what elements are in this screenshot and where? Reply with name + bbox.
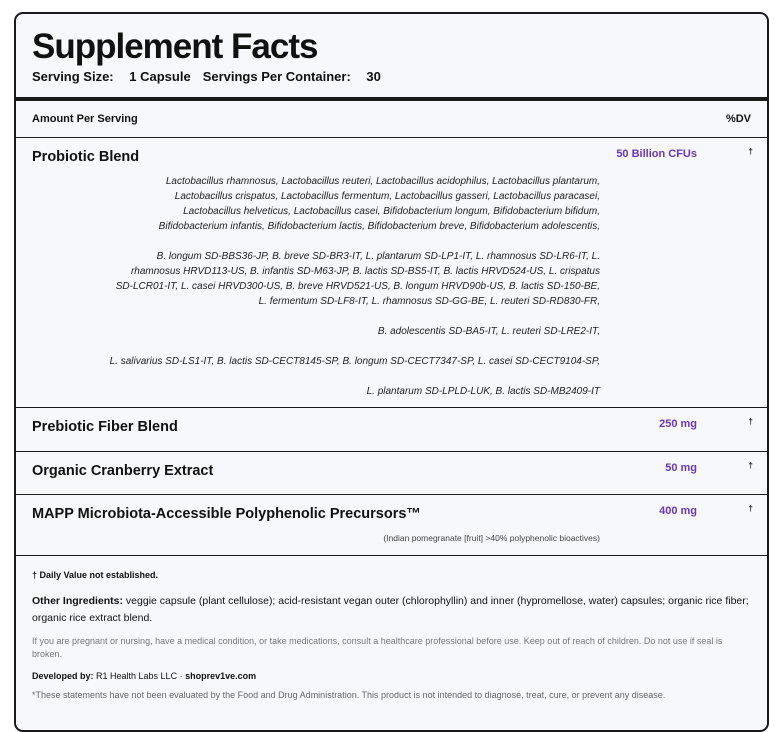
developer-line bbox=[32, 671, 751, 681]
serving-size-value: 1 Capsule bbox=[129, 69, 191, 84]
strain-codes: B. adolescentis SD-BA5-IT, L. reuteri SD-LRE2-IT, bbox=[377, 326, 600, 337]
dv-dagger: † bbox=[748, 461, 753, 470]
dv-dagger: † bbox=[748, 147, 753, 156]
developer-company: R1 Health Labs LLC bbox=[93, 671, 178, 681]
ingredient-amount: 50 mg bbox=[665, 462, 697, 474]
other-ingredients-label: Other Ingredients: bbox=[32, 595, 124, 607]
serving-size bbox=[32, 69, 191, 84]
strain-codes: B. longum SD-BBS36-JP, B. breve SD-BR3-IT, L. plantarum SD-LP1-IT, L. rhamnosus SD-LR6-IT, L. rhamnosus HRVD113-US, B. infantis SD-M63-JP, B. lactis SD-BS5-IT, B. lactis HRVD524-US, L. crispatus SD-LCR01-IT, L. casei HRVD300-US, B. breve HRVD521-US, B. longum HRVD90b-US, B. lactis SD-150-BE, L. fermentum SD-LF8-IT, L. rhamnosus SD-GG-BE, L. reuteri SD-RD830-FR, bbox=[115, 251, 600, 307]
ingredient-amount: 50 Billion CFUs bbox=[616, 148, 697, 160]
serving-info bbox=[32, 69, 751, 84]
strain-species: Lactobacillus rhamnosus, Lactobacillus reuteri, Lactobacillus acidophilus, Lactobacillus plantarum, Lactobacillus crispatus, Lactobacillus fermentum, Lactobacillus gasseri, Lactobacillus paracasei, Lactobacillus helveticus, Lactobacillus casei, Bifidobacterium longum, Bifidobacterium bifidum, Bifidobacterium infantis, Bifidobacterium lactis, Bifidobacterium breve, Bifidobacterium adolescentis, bbox=[158, 176, 600, 232]
servings-per-container bbox=[203, 69, 381, 84]
supplement-facts-panel bbox=[14, 12, 769, 732]
row-mapp-polyphenols bbox=[16, 495, 767, 556]
amount-per-serving-header: Amount Per Serving bbox=[32, 113, 138, 125]
developer-label: Developed by: bbox=[32, 671, 94, 681]
other-ingredients bbox=[32, 593, 751, 627]
ingredient-name: Probiotic Blend bbox=[32, 149, 140, 165]
panel-footer bbox=[16, 556, 767, 700]
dv-dagger: † bbox=[748, 417, 753, 426]
servings-container-label: Servings Per Container: bbox=[202, 69, 351, 84]
strain-list bbox=[110, 174, 600, 399]
panel-title: Supplement Facts bbox=[32, 27, 318, 66]
strain-codes: L. salivarius SD-LS1-IT, B. lactis SD-CECT8145-SP, B. longum SD-CECT7347-SP, L. casei SD-CECT9104-SP, bbox=[109, 356, 600, 367]
dv-footnote: † Daily Value not established. bbox=[32, 570, 159, 580]
serving-size-label: Serving Size: bbox=[32, 69, 114, 84]
strain-codes: L. plantarum SD-LPLD-LUK, B. lactis SD-MB2409-IT bbox=[366, 386, 600, 397]
ingredient-amount: 250 mg bbox=[659, 418, 697, 430]
separator-dot: · bbox=[177, 671, 186, 681]
ingredient-note: (Indian pomegranate [fruit] >40% polyphenolic bioactives) bbox=[383, 533, 600, 543]
row-cranberry-extract bbox=[16, 452, 767, 495]
row-probiotic-blend bbox=[16, 138, 767, 408]
ingredient-amount: 400 mg bbox=[659, 505, 697, 517]
ingredient-name: Prebiotic Fiber Blend bbox=[32, 419, 178, 435]
ingredient-name: MAPP Microbiota-Accessible Polyphenolic Precursors™ bbox=[32, 506, 421, 522]
panel-header bbox=[16, 14, 767, 84]
fda-disclaimer: *These statements have not been evaluated by the Food and Drug Administration. This product is not intended to diagnose, treat, cure, or prevent any disease. bbox=[32, 690, 666, 700]
warning-text: If you are pregnant or nursing, have a medical condition, or take medications, consult a healthcare professional before use. Keep out of reach of children. Do not use if seal is broken. bbox=[32, 636, 723, 659]
dv-dagger: † bbox=[748, 504, 753, 513]
website-link[interactable]: shoprev1ve.com bbox=[185, 671, 257, 681]
row-prebiotic-fiber bbox=[16, 408, 767, 452]
other-ingredients-text: veggie capsule (plant cellulose); acid-resistant vegan outer (chlorophyllin) and inner (hypromellose, water) capsules; organic rice fiber; organic rice extract blend. bbox=[32, 595, 749, 624]
column-header bbox=[16, 101, 767, 138]
ingredient-name: Organic Cranberry Extract bbox=[32, 463, 214, 479]
servings-container-value: 30 bbox=[366, 69, 381, 84]
dv-header: %DV bbox=[725, 113, 751, 125]
